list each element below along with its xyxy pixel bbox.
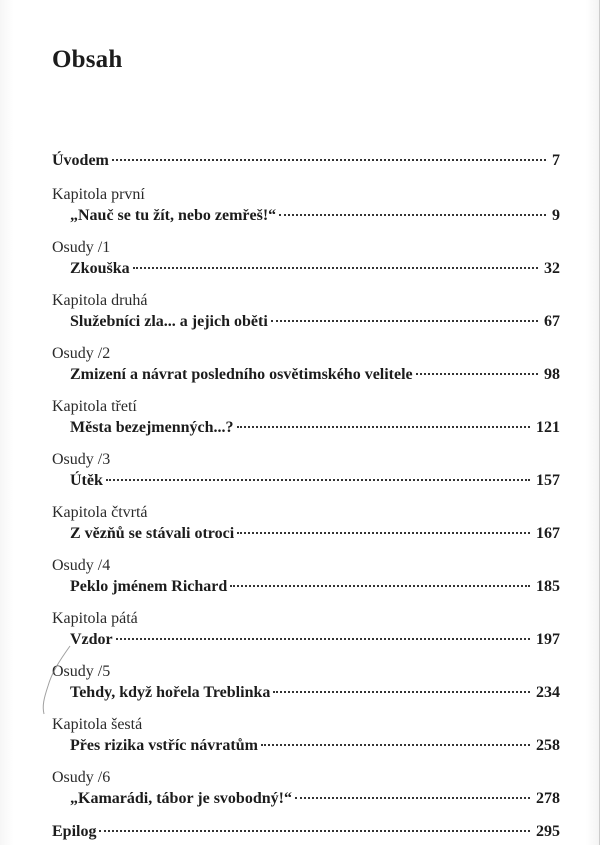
dot-leader bbox=[237, 532, 530, 534]
toc-line bbox=[52, 523, 560, 545]
toc-line bbox=[52, 311, 560, 333]
toc-page-number: 167 bbox=[536, 525, 560, 542]
toc-line bbox=[52, 150, 560, 172]
toc-entry bbox=[52, 150, 560, 172]
toc-line bbox=[52, 629, 560, 651]
toc-entry bbox=[52, 503, 560, 545]
toc-entry-title: Služebníci zla... a jejich oběti bbox=[70, 313, 268, 330]
dot-leader bbox=[112, 159, 546, 161]
toc-entry-title: Vzdor bbox=[70, 631, 113, 648]
toc-entry bbox=[52, 238, 560, 280]
toc-entry-title: Zmizení a návrat posledního osvětimského velitele bbox=[70, 366, 413, 383]
toc-line bbox=[52, 364, 560, 386]
toc-section-label: Kapitola první bbox=[52, 186, 145, 203]
dot-leader bbox=[261, 744, 530, 746]
toc-entry-title: Epilog bbox=[52, 823, 97, 840]
table-of-contents bbox=[52, 150, 560, 856]
toc-section-label: Kapitola šestá bbox=[52, 716, 143, 733]
toc-line bbox=[52, 576, 560, 598]
toc-line bbox=[52, 788, 560, 810]
toc-entry-title: „Nauč se tu žít, nebo zemřeš!“ bbox=[70, 207, 277, 224]
toc-page-number: 278 bbox=[536, 790, 560, 807]
toc-entry bbox=[52, 662, 560, 704]
toc-page-number: 67 bbox=[544, 313, 560, 330]
toc-line bbox=[52, 205, 560, 227]
toc-entry-title: Z vězňů se stávali otroci bbox=[70, 525, 235, 542]
toc-page-number: 295 bbox=[536, 823, 560, 840]
toc-entry-title: Tehdy, když hořela Treblinka bbox=[70, 684, 271, 701]
dot-leader bbox=[295, 797, 530, 799]
toc-entry bbox=[52, 397, 560, 439]
toc-section-label: Kapitola druhá bbox=[52, 292, 148, 309]
toc-entry-title: Přes rizika vstříc návratům bbox=[70, 737, 258, 754]
dot-leader bbox=[279, 214, 546, 216]
toc-page-number: 121 bbox=[536, 419, 560, 436]
toc-line bbox=[52, 258, 560, 280]
toc-entry bbox=[52, 609, 560, 651]
toc-section-label: Osudy /5 bbox=[52, 663, 111, 680]
toc-entry bbox=[52, 185, 560, 227]
toc-entry bbox=[52, 291, 560, 333]
toc-entry bbox=[52, 821, 560, 843]
toc-page-number: 258 bbox=[536, 737, 560, 754]
toc-page-number: 98 bbox=[544, 366, 560, 383]
dot-leader bbox=[230, 585, 530, 587]
dot-leader bbox=[273, 691, 530, 693]
toc-page-number: 7 bbox=[552, 152, 560, 169]
toc-line bbox=[52, 417, 560, 439]
toc-section-label: Kapitola čtvrtá bbox=[52, 504, 148, 521]
toc-section-label: Kapitola třetí bbox=[52, 398, 137, 415]
toc-entry-title: „Kamarádi, tábor je svobodný!“ bbox=[70, 790, 292, 807]
toc-section-label: Osudy /2 bbox=[52, 345, 111, 362]
toc-entry bbox=[52, 450, 560, 492]
toc-entry-title: Úvodem bbox=[52, 152, 109, 169]
toc-line bbox=[52, 682, 560, 704]
toc-page-number: 157 bbox=[536, 472, 560, 489]
toc-entry bbox=[52, 768, 560, 810]
toc-page-number: 32 bbox=[544, 260, 560, 277]
toc-section-label: Kapitola pátá bbox=[52, 610, 138, 627]
toc-section-label: Osudy /4 bbox=[52, 557, 111, 574]
dot-leader bbox=[106, 479, 530, 481]
toc-line bbox=[52, 821, 560, 843]
toc-section-label: Osudy /3 bbox=[52, 451, 111, 468]
toc-entry-title: Města bezejmenných...? bbox=[70, 419, 234, 436]
toc-page-number: 197 bbox=[536, 631, 560, 648]
dot-leader bbox=[99, 830, 530, 832]
toc-section-label: Osudy /6 bbox=[52, 769, 111, 786]
toc-page-number: 234 bbox=[536, 684, 560, 701]
page-title: Obsah bbox=[52, 46, 123, 73]
toc-entry bbox=[52, 715, 560, 757]
toc-page-number: 185 bbox=[536, 578, 560, 595]
toc-section-label: Osudy /1 bbox=[52, 239, 111, 256]
toc-page-number: 9 bbox=[552, 207, 560, 224]
toc-entry-title: Peklo jménem Richard bbox=[70, 578, 228, 595]
toc-entry-title: Útěk bbox=[70, 472, 103, 489]
toc-entry bbox=[52, 556, 560, 598]
toc-line bbox=[52, 470, 560, 492]
dot-leader bbox=[133, 267, 538, 269]
dot-leader bbox=[237, 426, 530, 428]
toc-line bbox=[52, 735, 560, 757]
toc-entry bbox=[52, 344, 560, 386]
dot-leader bbox=[416, 373, 538, 375]
dot-leader bbox=[116, 638, 530, 640]
dot-leader bbox=[271, 320, 538, 322]
toc-entry-title: Zkouška bbox=[70, 260, 130, 277]
